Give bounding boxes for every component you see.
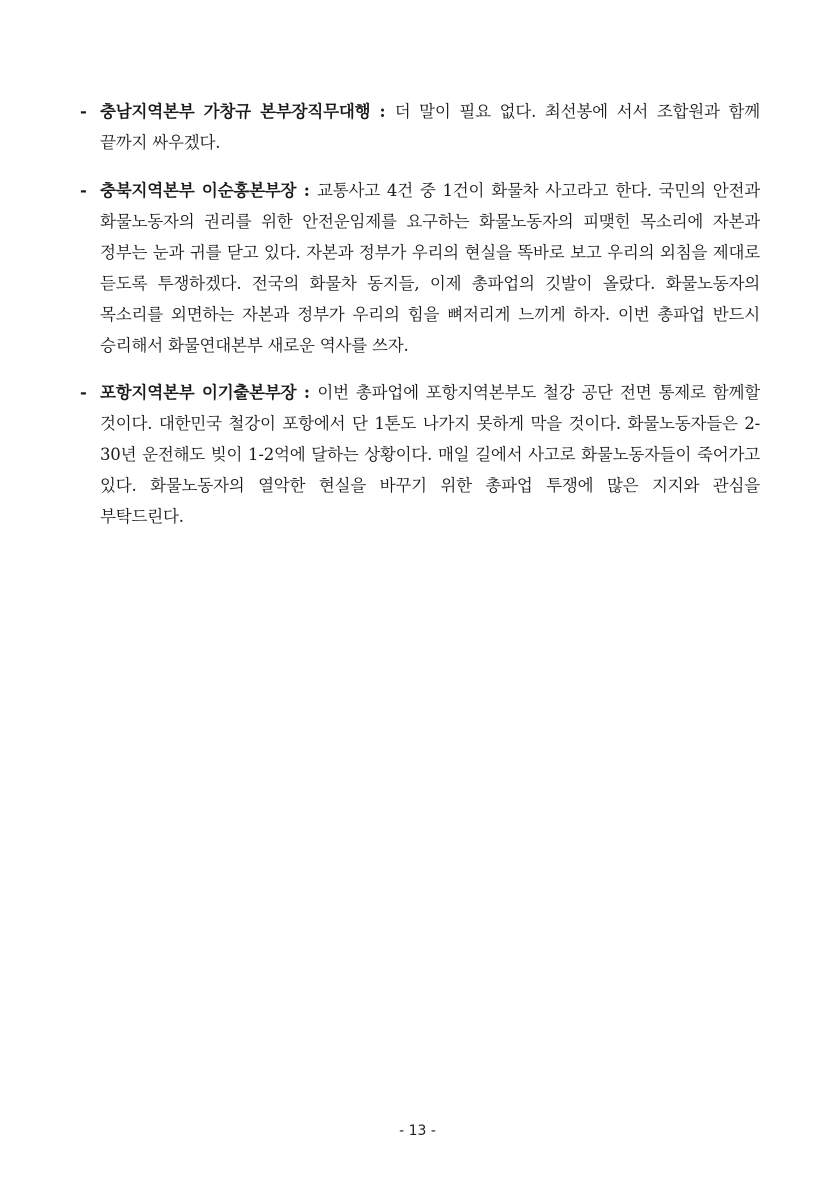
bullet-dash: - xyxy=(80,180,87,200)
statement-pohang xyxy=(80,377,760,532)
speaker-separator: : xyxy=(296,383,318,402)
speaker-name: 포항지역본부 이기출본부장 xyxy=(100,383,297,402)
speaker-separator: : xyxy=(370,102,395,121)
statement-text: 교통사고 4건 중 1건이 화물차 사고라고 한다. 국민의 안전과 화물노동자의 권리를 위한 안전운임제를 요구하는 화물노동자의 피맺힌 목소리에 자본과 정부는 눈과 귀를 닫고 있다. 자본과 정부가 우리의 현실을 똑바로 보고 우리의 외침을 제대로 듣도록 투쟁하겠다. 전국의 화물차 동지들, 이제 총파업의 깃발이 올랐다. 화물노동자의 목소리를 외면하는 자본과 정부가 우리의 힘을 뼈저리게 느끼게 하자. 이번 총파업 반드시 승리해서 화물연대본부 새로운 역사를 쓰자. xyxy=(100,180,761,355)
bullet-dash: - xyxy=(80,102,87,121)
bullet-dash: - xyxy=(80,383,87,402)
page-number: - 13 - xyxy=(399,1123,436,1139)
statement-chungbuk xyxy=(80,175,760,361)
speaker-separator: : xyxy=(296,180,318,200)
statement-text: 이번 총파업에 포항지역본부도 철강 공단 전면 통제로 함께할 것이다. 대한민국 철강이 포항에서 단 1톤도 나가지 못하게 막을 것이다. 화물노동자들은 2-30년 운전해도 빚이 1-2억에 달하는 상황이다. 매일 길에서 사고로 화물노동자들이 죽어가고 있다. 화물노동자의 열악한 현실을 바꾸기 위한 총파업 투쟁에 많은 지지와 관심을 부탁드린다. xyxy=(100,383,761,526)
statement-list xyxy=(80,96,760,540)
statement-text: 더 말이 필요 없다. 최선봉에 서서 조합원과 함께 끝까지 싸우겠다. xyxy=(100,102,760,152)
statement-chungnam xyxy=(80,96,760,158)
speaker-name: 충북지역본부 이순홍본부장 xyxy=(100,180,297,200)
speaker-name: 충남지역본부 가창규 본부장직무대행 xyxy=(100,102,371,121)
